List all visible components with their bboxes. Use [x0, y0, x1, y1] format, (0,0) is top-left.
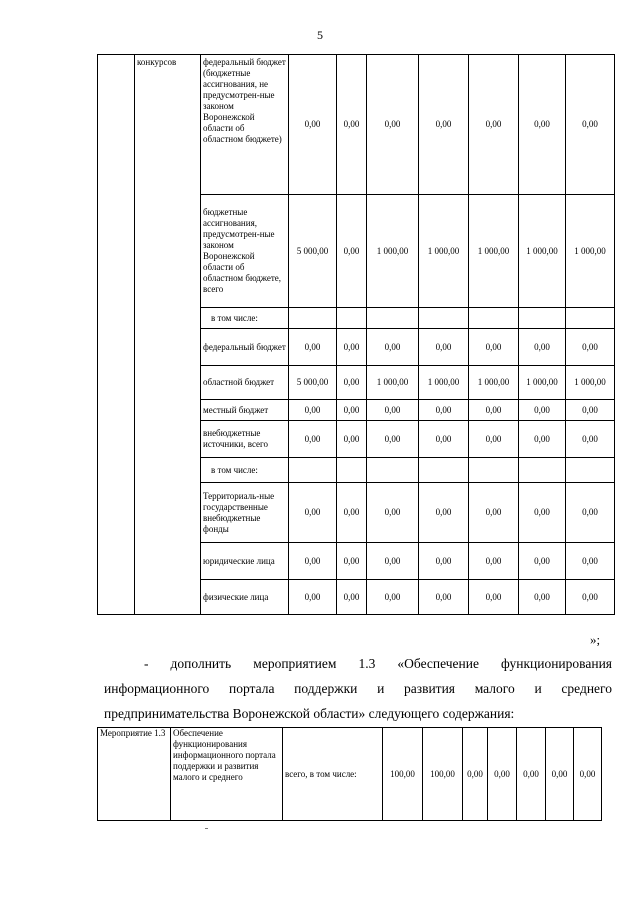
- value-cell: 0,00: [566, 400, 615, 421]
- value-cell: 0,00: [367, 400, 419, 421]
- value-cell: 0,00: [419, 329, 469, 366]
- value-cell: 0,00: [419, 483, 469, 543]
- paragraph-line: - дополнить мероприятием 1.3 «Обеспечение функционирования: [144, 656, 612, 671]
- value-cell: 5 000,00: [289, 195, 337, 308]
- value-cell: 1 000,00: [367, 366, 419, 400]
- value-cell: 0,00: [488, 728, 517, 821]
- value-cell: 0,00: [574, 728, 602, 821]
- value-cell: 0,00: [367, 55, 419, 195]
- paragraph-line: информационного портала поддержки и развития малого и среднего: [104, 681, 612, 696]
- funding-source-cell: Территориаль-ные государственные внебюджетные фонды: [201, 483, 289, 543]
- value-cell: 1 000,00: [566, 366, 615, 400]
- value-cell: 0,00: [566, 580, 615, 615]
- value-cell: 0,00: [419, 400, 469, 421]
- value-cell: [469, 458, 519, 483]
- value-cell: 0,00: [289, 543, 337, 580]
- closing-quote: »;: [590, 632, 601, 647]
- value-cell: [519, 458, 566, 483]
- value-cell: 0,00: [469, 329, 519, 366]
- value-cell: 0,00: [566, 329, 615, 366]
- value-cell: 0,00: [469, 483, 519, 543]
- value-cell: 0,00: [337, 400, 367, 421]
- funding-table-continued: [97, 54, 615, 615]
- value-cell: 100,00: [383, 728, 423, 821]
- value-cell: 0,00: [289, 421, 337, 458]
- value-cell: 0,00: [463, 728, 488, 821]
- value-cell: 0,00: [519, 543, 566, 580]
- value-cell: 0,00: [469, 400, 519, 421]
- value-cell: 0,00: [337, 366, 367, 400]
- value-cell: 0,00: [566, 421, 615, 458]
- value-cell: 1 000,00: [419, 366, 469, 400]
- value-cell: [367, 458, 419, 483]
- value-cell: 0,00: [337, 55, 367, 195]
- value-cell: 0,00: [519, 580, 566, 615]
- measure-title-cell: конкурсов: [135, 55, 201, 615]
- measure-1-3-table: [97, 727, 602, 821]
- value-cell: 0,00: [289, 329, 337, 366]
- value-cell: 0,00: [469, 580, 519, 615]
- value-cell: 0,00: [519, 400, 566, 421]
- value-cell: 0,00: [519, 421, 566, 458]
- value-cell: [289, 458, 337, 483]
- funding-source-cell: внебюджетные источники, всего: [201, 421, 289, 458]
- value-cell: 0,00: [337, 195, 367, 308]
- value-cell: 0,00: [469, 543, 519, 580]
- value-cell: 0,00: [469, 421, 519, 458]
- value-cell: 0,00: [337, 483, 367, 543]
- funding-source-cell: всего, в том числе:: [283, 728, 383, 821]
- value-cell: [566, 458, 615, 483]
- value-cell: 0,00: [289, 55, 337, 195]
- value-cell: 0,00: [469, 55, 519, 195]
- value-cell: 0,00: [546, 728, 574, 821]
- value-cell: 0,00: [566, 543, 615, 580]
- value-cell: 0,00: [289, 400, 337, 421]
- value-cell: 1 000,00: [519, 366, 566, 400]
- value-cell: 0,00: [367, 580, 419, 615]
- value-cell: 0,00: [519, 55, 566, 195]
- amendment-paragraph: [104, 651, 612, 726]
- value-cell: [566, 308, 615, 329]
- value-cell: 0,00: [517, 728, 546, 821]
- funding-source-cell: юридические лица: [201, 543, 289, 580]
- funding-source-cell: федеральный бюджет: [201, 329, 289, 366]
- scan-mark: [205, 828, 208, 829]
- measure-number-cell: [98, 55, 135, 615]
- value-cell: 1 000,00: [469, 195, 519, 308]
- paragraph-line: предпринимательства Воронежской области» следующего содержания:: [104, 706, 515, 721]
- value-cell: 0,00: [367, 543, 419, 580]
- value-cell: 0,00: [337, 329, 367, 366]
- funding-source-cell: бюджетные ассигнования, предусмотрен-ные законом Воронежской области об областном бюджете, всего: [201, 195, 289, 308]
- value-cell: 0,00: [337, 543, 367, 580]
- value-cell: 0,00: [566, 483, 615, 543]
- value-cell: 0,00: [289, 580, 337, 615]
- value-cell: 0,00: [367, 483, 419, 543]
- value-cell: 100,00: [423, 728, 463, 821]
- funding-source-cell: федеральный бюджет (бюджетные ассигнования, не предусмотрен-ные законом Воронежской области об областном бюджете): [201, 55, 289, 195]
- value-cell: 0,00: [519, 329, 566, 366]
- value-cell: 0,00: [419, 543, 469, 580]
- value-cell: 0,00: [337, 421, 367, 458]
- value-cell: 0,00: [419, 421, 469, 458]
- table-row: [98, 728, 602, 821]
- value-cell: [337, 458, 367, 483]
- value-cell: [419, 308, 469, 329]
- value-cell: 1 000,00: [469, 366, 519, 400]
- measure-number-cell: Мероприятие 1.3: [98, 728, 171, 821]
- value-cell: [419, 458, 469, 483]
- table-row: [98, 55, 615, 195]
- value-cell: 0,00: [367, 329, 419, 366]
- value-cell: 0,00: [566, 55, 615, 195]
- funding-source-cell: физические лица: [201, 580, 289, 615]
- value-cell: 0,00: [419, 55, 469, 195]
- funding-source-cell: в том числе:: [201, 458, 289, 483]
- value-cell: 1 000,00: [367, 195, 419, 308]
- value-cell: 0,00: [367, 421, 419, 458]
- funding-source-cell: областной бюджет: [201, 366, 289, 400]
- page-number: 5: [317, 28, 323, 42]
- value-cell: 1 000,00: [566, 195, 615, 308]
- value-cell: 5 000,00: [289, 366, 337, 400]
- value-cell: [289, 308, 337, 329]
- value-cell: 1 000,00: [419, 195, 469, 308]
- value-cell: [367, 308, 419, 329]
- value-cell: 0,00: [419, 580, 469, 615]
- value-cell: 1 000,00: [519, 195, 566, 308]
- funding-source-cell: в том числе:: [201, 308, 289, 329]
- value-cell: [469, 308, 519, 329]
- value-cell: 0,00: [519, 483, 566, 543]
- value-cell: 0,00: [289, 483, 337, 543]
- value-cell: [519, 308, 566, 329]
- value-cell: 0,00: [337, 580, 367, 615]
- measure-title-cell: Обеспечение функционирования информационного портала поддержки и развития малого и среднего: [171, 728, 283, 821]
- funding-source-cell: местный бюджет: [201, 400, 289, 421]
- value-cell: [337, 308, 367, 329]
